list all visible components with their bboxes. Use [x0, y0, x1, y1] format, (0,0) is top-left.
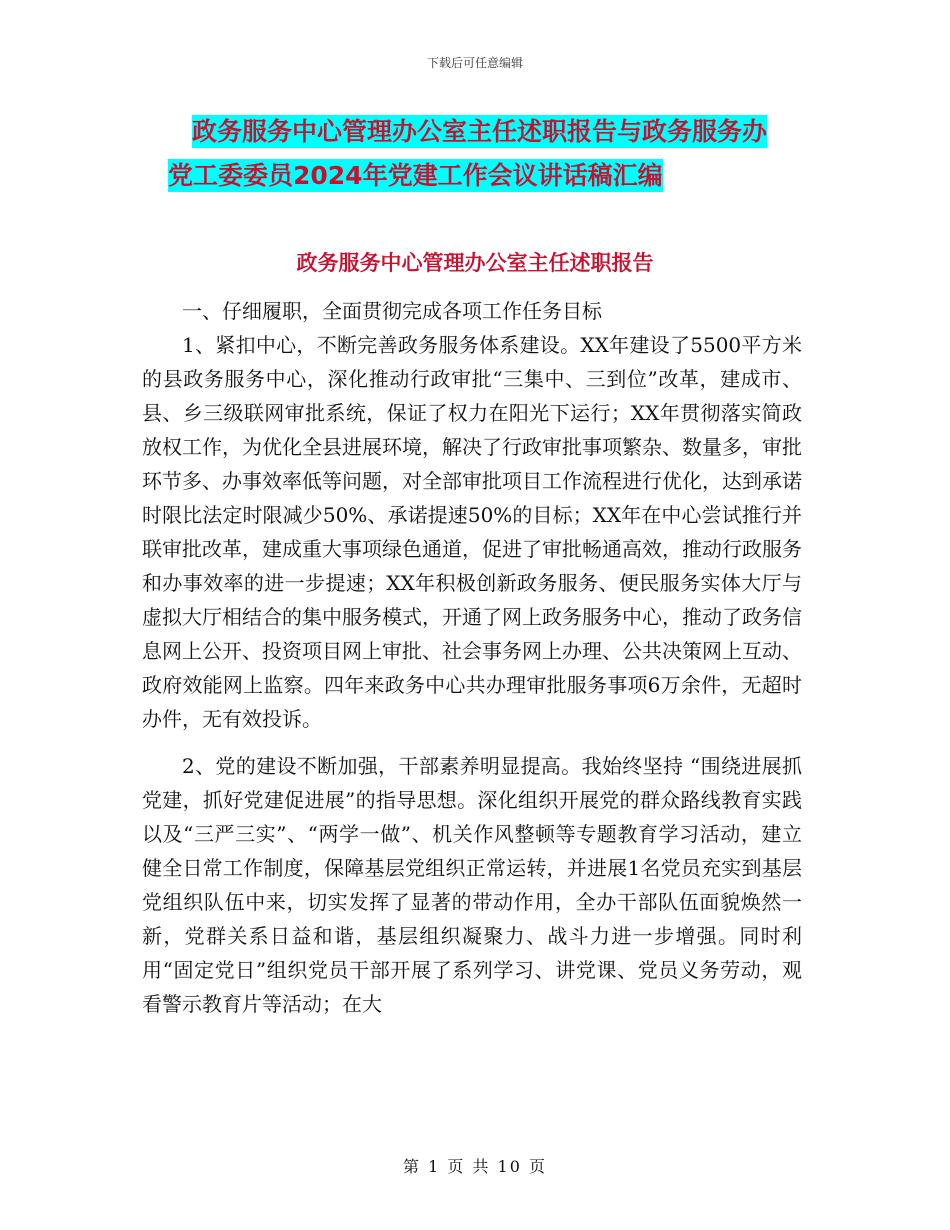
page-footer: 第 1 页 共 10 页	[403, 1157, 547, 1176]
document-body	[142, 294, 802, 1021]
document-title	[168, 110, 812, 198]
section-title: 政务服务中心管理办公室主任述职报告	[296, 251, 654, 275]
document-title-line-2: 党工委委员2024年党建工作会议讲话稿汇编	[168, 161, 663, 190]
page-header-note: 下载后可任意编辑	[426, 56, 523, 70]
paragraph-heading: 一、仔细履职，全面贯彻完成各项工作任务目标	[182, 299, 602, 323]
paragraph: 2、党的建设不断加强，干部素养明显提高。我始终坚持 “围绕进展抓党建，抓好党建促进展”的指导思想。深化组织开展党的群众路线教育实践以及“三严三实”、“两学一做”、机关作风整顿等专题教育学习活动，建立健全日常工作制度，保障基层党组织正常运转，并进展1名党员充实到基层党组织队伍中来，切实发挥了显著的带动作用，全办干部队伍面貌焕然一新，党群关系日益和谐，基层组织凝聚力、战斗力进一步增强。同时利用“固定党日”组织党员干部开展了系列学习、讲党课、党员义务劳动，观看警示教育片等活动；在大	[142, 754, 802, 1016]
document-title-line-1: 政务服务中心管理办公室主任述职报告与政务服务办	[192, 117, 768, 146]
paragraph: 1、紧扣中心，不断完善政务服务体系建设。XX年建设了5500平方米的县政务服务中心，深化推动行政审批“三集中、三到位”改革，建成市、县、乡三级联网审批系统，保证了权力在阳光下运行；XX年贯彻落实简政放权工作，为优化全县进展环境，解决了行政审批事项繁杂、数量多，审批环节多、办事效率低等问题，对全部审批项目工作流程进行优化，达到承诺时限比法定时限减少50%、承诺提速50%的目标；XX年在中心尝试推行并联审批改革，建成重大事项绿色通道，促进了审批畅通高效，推动行政服务和办事效率的进一步提速；XX年积极创新政务服务、便民服务实体大厅与虚拟大厅相结合的集中服务模式，开通了网上政务服务中心，推动了政务信息网上公开、投资项目网上审批、社会事务网上办理、公共决策网上互动、政府效能网上监察。四年来政务中心共办理审批服务事项6万余件，无超时办件，无有效投诉。	[142, 333, 802, 731]
